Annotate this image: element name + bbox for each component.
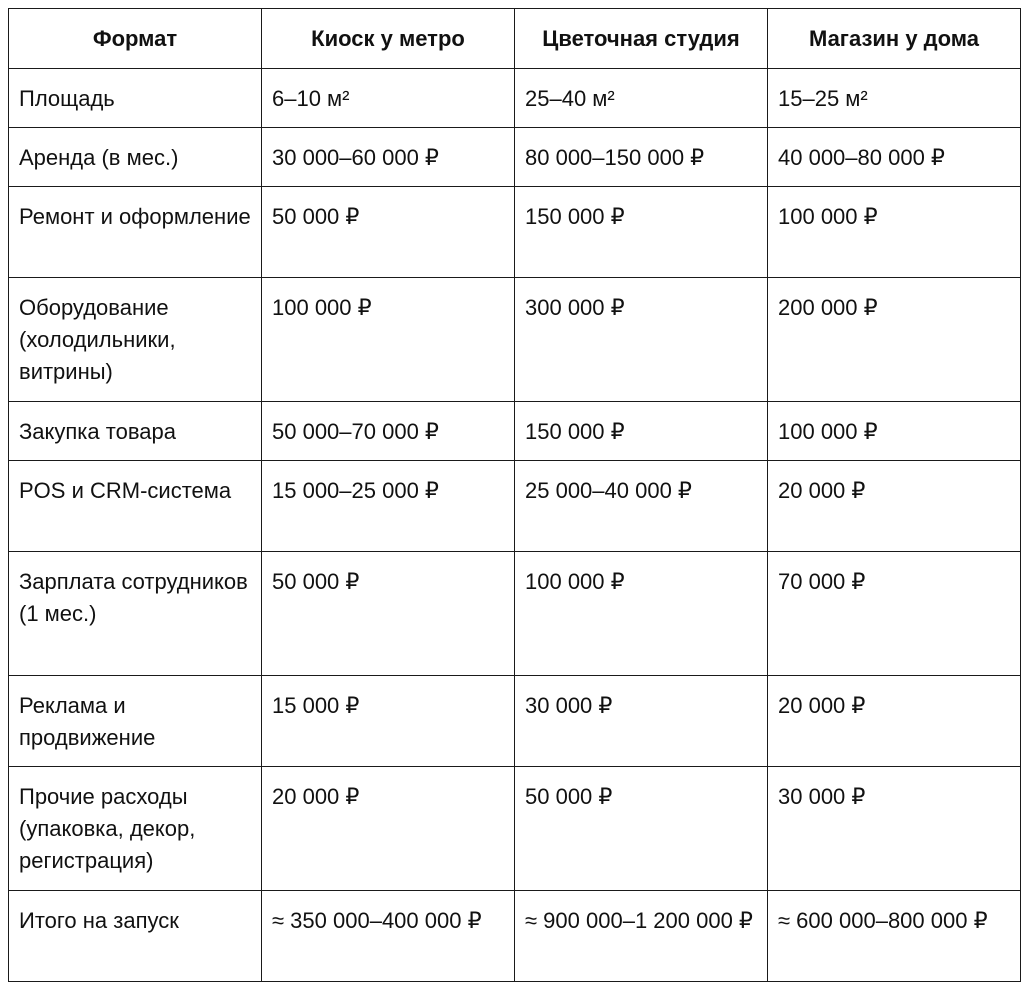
table-row xyxy=(9,461,1021,552)
row-label: Реклама и продвижение xyxy=(9,676,262,767)
table-row xyxy=(9,278,1021,402)
table-cell: 20 000 ₽ xyxy=(768,676,1021,767)
row-label: Площадь xyxy=(9,69,262,128)
column-header-studio: Цветочная студия xyxy=(515,9,768,69)
table-cell: 40 000–80 000 ₽ xyxy=(768,128,1021,187)
table-row xyxy=(9,676,1021,767)
table-cell: 70 000 ₽ xyxy=(768,552,1021,676)
table-cell: 20 000 ₽ xyxy=(768,461,1021,552)
table-cell: 100 000 ₽ xyxy=(262,278,515,402)
table-cell: 30 000 ₽ xyxy=(768,767,1021,891)
table-cell: 25 000–40 000 ₽ xyxy=(515,461,768,552)
table-row xyxy=(9,552,1021,676)
column-header-shop: Магазин у дома xyxy=(768,9,1021,69)
table-cell: 50 000 ₽ xyxy=(262,187,515,278)
row-label: Прочие расходы (упаковка, декор, регистрация) xyxy=(9,767,262,891)
table-header-row xyxy=(9,9,1021,69)
column-header-format: Формат xyxy=(9,9,262,69)
table-cell: 30 000 ₽ xyxy=(515,676,768,767)
row-label: Закупка товара xyxy=(9,402,262,461)
table-row xyxy=(9,187,1021,278)
table-cell: 150 000 ₽ xyxy=(515,187,768,278)
table-row xyxy=(9,767,1021,891)
table-row xyxy=(9,402,1021,461)
row-label: Аренда (в мес.) xyxy=(9,128,262,187)
table-cell: ≈ 900 000–1 200 000 ₽ xyxy=(515,891,768,982)
table-cell: 25–40 м² xyxy=(515,69,768,128)
table-cell: 300 000 ₽ xyxy=(515,278,768,402)
table-cell: 100 000 ₽ xyxy=(768,187,1021,278)
table-cell: 50 000–70 000 ₽ xyxy=(262,402,515,461)
table-row xyxy=(9,69,1021,128)
table-cell: 30 000–60 000 ₽ xyxy=(262,128,515,187)
table-cell: 50 000 ₽ xyxy=(262,552,515,676)
table-container xyxy=(8,8,1021,982)
row-label: Итого на запуск xyxy=(9,891,262,982)
table-cell: ≈ 600 000–800 000 ₽ xyxy=(768,891,1021,982)
table-cell: 20 000 ₽ xyxy=(262,767,515,891)
table-cell: 15 000 ₽ xyxy=(262,676,515,767)
table-cell: 6–10 м² xyxy=(262,69,515,128)
table-cell: 100 000 ₽ xyxy=(515,552,768,676)
row-label: Оборудование (холодильники, витрины) xyxy=(9,278,262,402)
row-label: Ремонт и оформление xyxy=(9,187,262,278)
table-row-total xyxy=(9,891,1021,982)
startup-cost-table xyxy=(8,8,1021,982)
table-cell: ≈ 350 000–400 000 ₽ xyxy=(262,891,515,982)
column-header-kiosk: Киоск у метро xyxy=(262,9,515,69)
table-cell: 15 000–25 000 ₽ xyxy=(262,461,515,552)
table-cell: 100 000 ₽ xyxy=(768,402,1021,461)
row-label: Зарплата сотрудников (1 мес.) xyxy=(9,552,262,676)
table-cell: 15–25 м² xyxy=(768,69,1021,128)
row-label: POS и CRM-система xyxy=(9,461,262,552)
table-row xyxy=(9,128,1021,187)
table-cell: 80 000–150 000 ₽ xyxy=(515,128,768,187)
table-cell: 50 000 ₽ xyxy=(515,767,768,891)
table-cell: 200 000 ₽ xyxy=(768,278,1021,402)
table-cell: 150 000 ₽ xyxy=(515,402,768,461)
